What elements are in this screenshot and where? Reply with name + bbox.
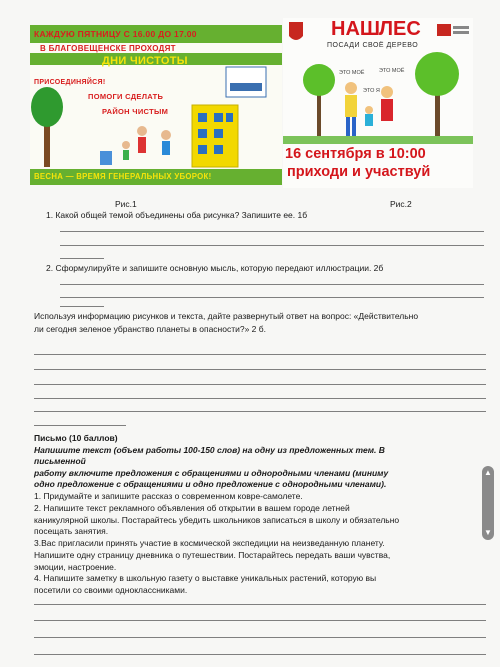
writing-task-line3: работу включите предложения с обращениями и однородными членами (миниму (34, 468, 389, 478)
poster2-tag2: ЭТО МОЁ (379, 68, 405, 74)
poster1-line3: ДНИ ЧИСТОТЫ (102, 55, 188, 67)
tree-right-icon (415, 52, 459, 142)
answer-line (34, 604, 486, 605)
writing-task-line4: одно предложение с обращениями и одно предложение с однородными членами). (34, 479, 387, 489)
poster1-line1: КАЖДУЮ ПЯТНИЦУ С 16.00 ДО 17.00 (34, 29, 197, 39)
answer-line (60, 258, 104, 259)
trash-bin-icon (100, 151, 112, 165)
poster1-illustration (30, 65, 282, 169)
answer-line (34, 369, 486, 370)
poster2-tag1: ЭТО МОЁ (339, 70, 365, 76)
answer-line (60, 306, 104, 307)
writing-task-line1: Напишите текст (объем работы 100-150 слов) на одну из предложенных тем. В (34, 445, 385, 455)
writing-task-line2: письменной (34, 456, 86, 466)
caption-fig2: Рис.2 (390, 199, 412, 209)
answer-line (34, 384, 486, 385)
poster1-line2: В БЛАГОВЕЩЕНСКЕ ПРОХОДЯТ (40, 44, 176, 53)
poster2-date: 16 сентября в 10:00 (285, 146, 426, 162)
partner-logo-icon (435, 20, 471, 42)
answer-line (34, 354, 486, 355)
question-3-line2: ли сегодня зеленое убранство планеты в опасности?» 2 б. (34, 324, 267, 334)
poster1-bottom: ВЕСНА — ВРЕМЯ ГЕНЕРАЛЬНЫХ УБОРОК! (34, 172, 212, 181)
writing-heading: Письмо (10 баллов) (34, 433, 118, 443)
topic-1: 1. Придумайте и запишите рассказ о современном ковре-самолете. (34, 491, 303, 501)
topic-2-line3: посещать занятия. (34, 526, 109, 536)
poster2-family-illustration (283, 48, 473, 144)
poster2-subtitle: ПОСАДИ СВОЁ ДЕРЕВО (327, 42, 419, 49)
poster1-line5: ПОМОГИ СДЕЛАТЬ (88, 92, 164, 101)
answer-line (34, 654, 486, 655)
family-icon (345, 82, 393, 137)
topic-2-line1: 2. Напишите текст рекламного объявления об открытии в вашем городе летней (34, 503, 350, 513)
answer-line (34, 398, 486, 399)
poster2-cta: приходи и участвуй (287, 164, 431, 180)
people-icon (122, 126, 171, 160)
scroll-down-icon[interactable]: ▼ (484, 528, 492, 537)
tree-icon (31, 87, 63, 167)
answer-line (60, 297, 484, 298)
caption-fig1: Рис.1 (115, 199, 137, 209)
logo-nash: НАШ (331, 18, 380, 40)
tree-left-icon (303, 64, 335, 142)
answer-line (60, 245, 484, 246)
building-icon (192, 105, 238, 167)
topic-3-line1: 3.Вас пригласили принять участие в космической экспедиции на неизведанную планету. (34, 538, 385, 548)
logo-les: ЛЕС (379, 18, 421, 40)
badge-2024-icon (226, 67, 266, 97)
question-2: 2. Сформулируйте и запишите основную мысль, которую передают иллюстрации. 2б (46, 263, 384, 273)
topic-3-line2: Напишите одну страницу дневника о путешествии. Постарайтесь передать ваши чувства, (34, 550, 391, 560)
coat-of-arms-icon (283, 18, 323, 48)
topic-4-line1: 4. Напишите заметку в школьную газету о выставке уникальных растений, которую вы (34, 573, 377, 583)
question-3-line1: Используя информацию рисунков и текста, дайте развернутый ответ на вопрос: «Действительно (34, 311, 419, 321)
poster-cleanup-days (30, 25, 282, 185)
question-1: 1. Какой общей темой объединены оба рисунка? Запишите ее. 1б (46, 210, 308, 220)
topic-4-line2: посетили со своими одноклассниками. (34, 585, 188, 595)
answer-line (34, 425, 126, 426)
scrollbar[interactable] (482, 466, 494, 540)
topic-3-line3: эмоции, настроение. (34, 562, 117, 572)
grass (283, 136, 473, 144)
poster-our-forest (283, 18, 473, 188)
poster2-tag3: ЭТО Я (363, 88, 380, 94)
answer-line (34, 637, 486, 638)
poster1-line6: РАЙОН ЧИСТЫМ (102, 107, 169, 116)
answer-line (60, 231, 484, 232)
answer-line (34, 411, 486, 412)
scroll-up-icon[interactable]: ▲ (484, 468, 492, 477)
poster1-line4: ПРИСОЕДИНЯЙСЯ! (34, 79, 106, 86)
answer-line (34, 620, 486, 621)
answer-line (60, 284, 484, 285)
topic-2-line2: каникулярной школы. Постарайтесь убедить школьников записаться в школу и обязательно (34, 515, 400, 525)
